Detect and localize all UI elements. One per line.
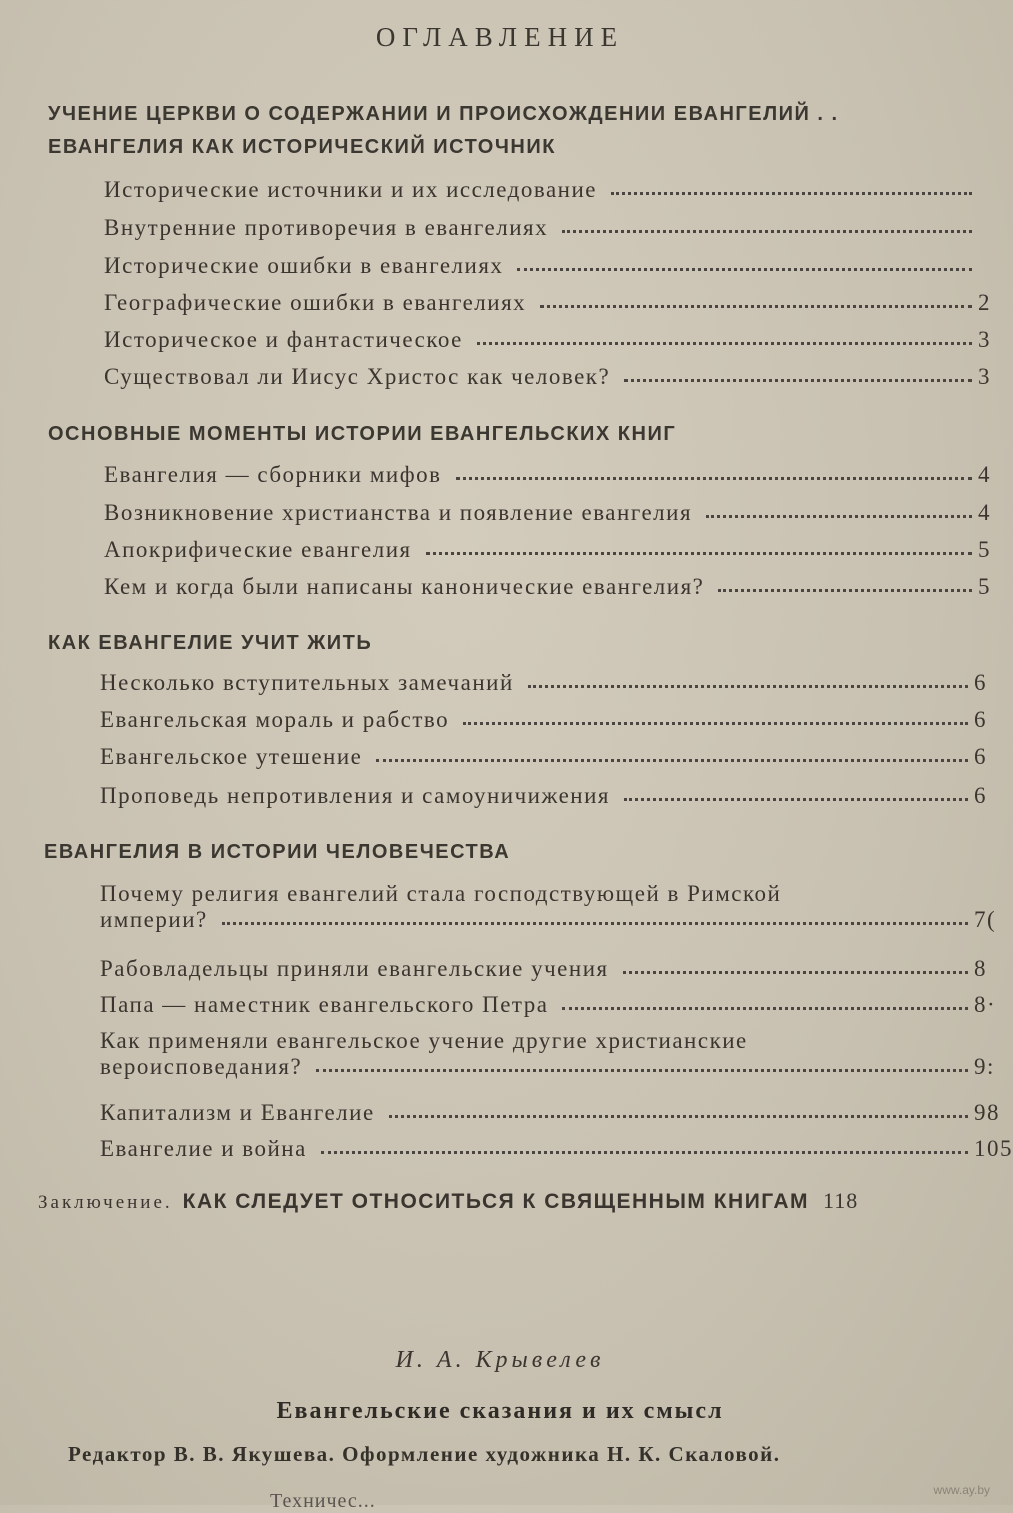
dot-leader [540, 301, 972, 308]
toc-entry [100, 992, 996, 1024]
entry-page: 5 [978, 574, 991, 599]
toc-entry [104, 364, 1000, 396]
entry-page: 6 [974, 783, 987, 808]
entry-title: Евангельское утешение [100, 744, 363, 769]
toc-entry [104, 253, 1000, 285]
toc-entry [100, 1100, 1000, 1132]
cut-off-line: Техничес... [270, 1490, 376, 1512]
dot-leader [222, 922, 968, 925]
entry-title: Проповедь непротивления и самоуничижения [100, 783, 610, 808]
dot-leader [463, 718, 968, 725]
toc-entry [100, 1028, 1000, 1086]
entry-title-line1: Почему религия евангелий стала господствующей в Римской [100, 881, 782, 906]
entry-title: Капитализм и Евангелие [100, 1100, 375, 1125]
dot-leader [426, 548, 972, 555]
section-heading: УЧЕНИЕ ЦЕРКВИ О СОДЕРЖАНИИ И ПРОИСХОЖДЕНИИ ЕВАНГЕЛИЙ . . [48, 103, 839, 125]
entry-title: Рабовладельцы приняли евангельские учения [100, 956, 609, 981]
entry-title-line2 [100, 907, 1000, 939]
dot-leader [316, 1069, 968, 1072]
page-title: ОГЛАВЛЕНИЕ [375, 22, 625, 52]
dot-leader [376, 755, 968, 762]
author-name: И. А. Крывелев [395, 1347, 605, 1373]
toc-entry [100, 670, 996, 702]
entry-title: Апокрифические евангелия [104, 537, 412, 562]
toc-entry [100, 1136, 1013, 1168]
dot-leader [528, 681, 968, 688]
entry-title: Несколько вступительных замечаний [100, 670, 514, 695]
toc-entry [104, 537, 1000, 569]
entry-page: 3 [978, 364, 991, 389]
toc-entry [104, 215, 1000, 247]
entry-title-line2 [100, 1054, 1000, 1086]
entry-title: Возникновение христианства и появление евангелия [104, 500, 693, 525]
entry-page: 4 [978, 462, 991, 487]
dot-leader [718, 585, 972, 592]
section-heading: ЕВАНГЕЛИЯ КАК ИСТОРИЧЕСКИЙ ИСТОЧНИК [48, 136, 556, 158]
toc-entry [100, 744, 996, 776]
dot-leader [611, 188, 972, 195]
entry-title: Исторические источники и их исследование [104, 177, 597, 202]
entry-title: Внутренние противоречия в евангелиях [104, 215, 549, 240]
entry-title: Папа — наместник евангельского Петра [100, 992, 549, 1017]
dot-leader [624, 794, 968, 801]
entry-title-line1: Как применяли евангельское учение другие христианские [100, 1028, 748, 1053]
toc-entry [104, 290, 1000, 322]
conclusion-title: КАК СЛЕДУЕТ ОТНОСИТЬСЯ К СВЯЩЕННЫМ КНИГАМ [182, 1190, 810, 1213]
dot-leader [517, 264, 972, 271]
dot-leader [456, 473, 973, 480]
toc-entry [100, 956, 996, 988]
toc-entry [100, 783, 996, 815]
toc-entry [104, 177, 1000, 209]
editor-line: Редактор В. В. Якушева. Оформление художника Н. К. Скаловой. [68, 1442, 781, 1466]
conclusion-prefix: Заключение. [38, 1192, 173, 1213]
watermark: www.ay.by [933, 1483, 990, 1497]
dot-leader [321, 1147, 968, 1154]
entry-title: Географические ошибки в евангелиях [104, 290, 527, 315]
entry-title: Существовал ли Иисус Христос как человек? [104, 364, 611, 389]
entry-page: 6 [974, 744, 987, 769]
dot-leader [389, 1111, 968, 1118]
dot-leader [562, 226, 972, 233]
toc-entry [104, 500, 1000, 532]
entry-page: 5 [978, 537, 991, 562]
dot-leader [623, 967, 968, 974]
entry-title: Евангелие и война [100, 1136, 307, 1161]
section-heading: ЕВАНГЕЛИЯ В ИСТОРИИ ЧЕЛОВЕЧЕСТВА [44, 841, 511, 863]
toc-entry [100, 881, 1000, 939]
entry-title: Исторические ошибки в евангелиях [104, 253, 504, 278]
entry-title: Евангелия — сборники мифов [104, 462, 442, 487]
toc-entry [104, 574, 1000, 606]
entry-title: империи? [100, 907, 208, 932]
entry-page: 98 [974, 1100, 1000, 1125]
entry-title: Кем и когда были написаны канонические евангелия? [104, 574, 705, 599]
entry-page: 9: [974, 1054, 995, 1079]
entry-title: Евангельская мораль и рабство [100, 707, 450, 732]
entry-page: 8 [974, 956, 987, 981]
toc-entry [104, 327, 1000, 359]
entry-page: 6 [974, 670, 987, 695]
entry-title: вероисповедания? [100, 1054, 303, 1079]
section-heading: ОСНОВНЫЕ МОМЕНТЫ ИСТОРИИ ЕВАНГЕЛЬСКИХ КНИГ [48, 423, 677, 445]
dot-leader [624, 375, 972, 382]
entry-page: 2 [978, 290, 991, 315]
dot-leader [562, 1003, 968, 1010]
entry-page: 4 [978, 500, 991, 525]
entry-page: 8· [974, 992, 997, 1017]
entry-page: 105 [974, 1136, 1013, 1161]
entry-page: 3 [978, 327, 991, 352]
entry-page: 6 [974, 707, 987, 732]
section-heading: КАК ЕВАНГЕЛИЕ УЧИТ ЖИТЬ [48, 632, 373, 654]
toc-entry [104, 462, 1000, 494]
toc-entry [100, 707, 996, 739]
conclusion-page: 118 [823, 1188, 859, 1213]
conclusion-entry [38, 1188, 1000, 1214]
book-title: Евангельские сказания и их смысл [276, 1398, 724, 1424]
dot-leader [477, 338, 972, 345]
dot-leader [706, 511, 972, 518]
entry-title: Историческое и фантастическое [104, 327, 463, 352]
entry-page: 7( [974, 907, 997, 932]
